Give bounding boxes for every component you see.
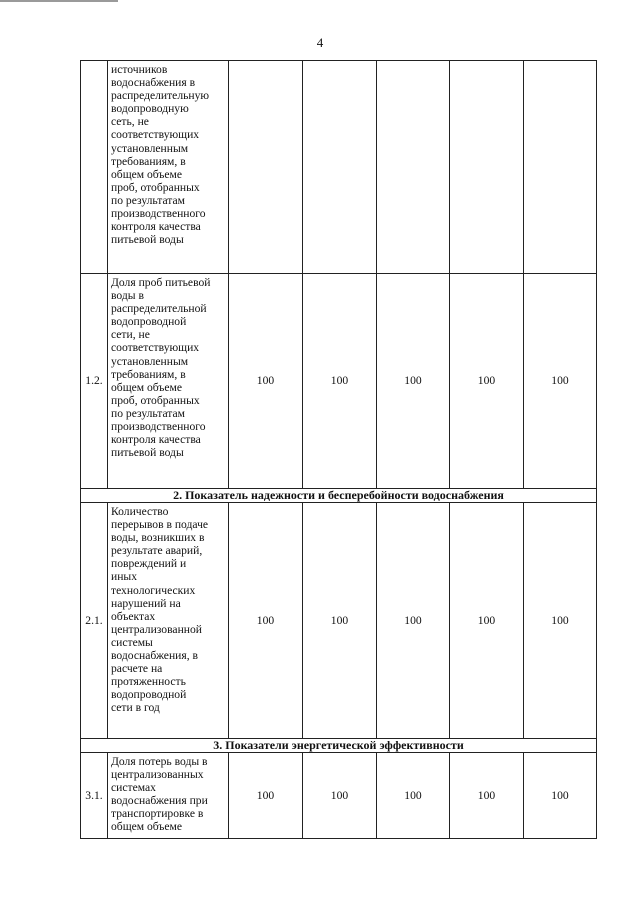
indicator-value: 100 [524, 274, 597, 489]
section-title: 2. Показатель надежности и бесперебойности водоснабжения [81, 489, 597, 503]
indicator-value: 100 [377, 274, 450, 489]
indicator-value [524, 61, 597, 274]
row-number: 1.2. [81, 274, 108, 489]
row-number: 3.1. [81, 753, 108, 839]
indicator-value: 100 [303, 274, 377, 489]
indicator-description: Доля проб питьевой воды в распределительной водопроводной сети, не соответствующих установленным требованиям, в общем объеме проб, отобранных по результатам производственного контроля качества питьевой воды [108, 274, 229, 489]
table-row [81, 503, 597, 739]
indicator-value [450, 61, 524, 274]
row-number: 2.1. [81, 503, 108, 739]
indicator-value: 100 [450, 753, 524, 839]
section-title: 3. Показатели энергетической эффективности [81, 739, 597, 753]
indicator-description: Доля потерь воды в централизованных системах водоснабжения при транспортировке в общем объеме [108, 753, 229, 839]
indicator-value: 100 [303, 503, 377, 739]
section-header-row [81, 739, 597, 753]
indicator-value [377, 61, 450, 274]
section-header-row [81, 489, 597, 503]
indicator-value: 100 [450, 274, 524, 489]
table-row [81, 61, 597, 274]
scan-corner-mark [0, 0, 118, 2]
indicator-value: 100 [377, 503, 450, 739]
indicator-value [303, 61, 377, 274]
page-number: 4 [316, 35, 324, 50]
indicators-table [80, 60, 597, 839]
table-row [81, 274, 597, 489]
indicator-value: 100 [524, 753, 597, 839]
indicator-description: источников водоснабжения в распределительную водопроводную сеть, не соответствующих установленным требованиям, в общем объеме проб, отобранных по результатам производственного контроля качества питьевой воды [108, 61, 229, 274]
indicator-description: Количество перерывов в подаче воды, возникших в результате аварий, повреждений и иных технологических нарушений на объектах централизованной системы водоснабжения, в расчете на протяженность водопроводной сети в год [108, 503, 229, 739]
indicator-value [229, 61, 303, 274]
indicator-value: 100 [229, 274, 303, 489]
indicator-value: 100 [229, 503, 303, 739]
row-number [81, 61, 108, 274]
indicator-value: 100 [377, 753, 450, 839]
indicator-value: 100 [229, 753, 303, 839]
table-body [81, 61, 597, 839]
indicator-value: 100 [450, 503, 524, 739]
table-row [81, 753, 597, 839]
indicator-value: 100 [303, 753, 377, 839]
indicator-value: 100 [524, 503, 597, 739]
